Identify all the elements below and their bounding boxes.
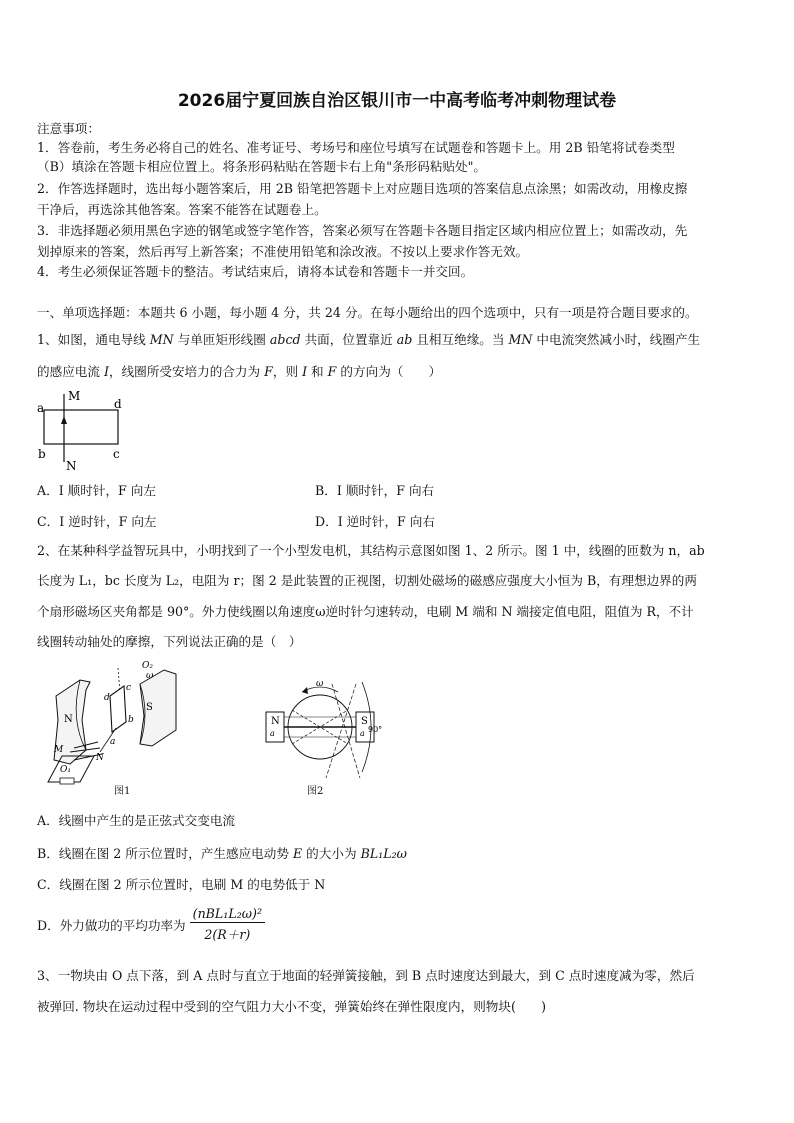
power-fraction: $\frac{\text{(nBL₁L₂ω)²}}{2(R+r)}$ [190,906,265,943]
q1-option-d: D．I 逆时针，F 向右 [315,514,435,529]
q2-stem-line-3: 个扇形磁场区夹角都是 90°。外力使线圈以角速度ω逆时针匀速转动，电刷 M 端和 N 端接定值电阻，阻值为 R，不计 [37,604,694,619]
section-heading: 一、单项选择题：本题共 6 小题，每小题 4 分，共 24 分。在每小题给出的四个选项中，只有一项是符合题目要求的。 [37,305,698,320]
label-a: a [37,401,45,415]
label-b: b [38,447,46,461]
q2-option-b: B．线圈在图 2 所示位置时，产生感应电动势 E 的大小为 BL₁L₂ω [37,846,407,861]
svg-text:ω: ω [316,679,324,689]
q1-stem-line-1: 1、如图，通电导线 MN 与单匝矩形线圈 abcd 共面，位置靠近 ab 且相互绝缘。当 MN 中电流突然减小时，线圈产生 [37,332,701,347]
svg-text:a: a [360,729,365,738]
svg-text:d: d [104,693,110,703]
svg-text:c: c [126,683,132,693]
svg-text:90°: 90° [368,725,382,734]
svg-text:S: S [146,702,153,713]
svg-text:a: a [270,729,275,738]
notice-line-1: 1．答卷前，考生务必将自己的姓名、准考证号、考场号和座位号填写在试题卷和答题卡上。用 2B 铅笔将试卷类型 [37,140,675,155]
svg-text:S: S [361,716,368,727]
rectangular-coil [44,410,118,444]
q2-stem-line-1: 2、在某种科学益智玩具中，小明找到了一个小型发电机，其结构示意图如图 1、2 所示。图 1 中，线圈的匝数为 n，ab [37,543,705,558]
notice-heading: 注意事项： [37,121,100,136]
svg-text:N: N [271,716,280,727]
svg-text:O₂: O₂ [142,661,153,671]
notice-line-4: 干净后，再选涂其他答案。答案不能答在试题卷上。 [37,202,327,217]
label-c: c [113,447,120,461]
q2-stem-line-2: 长度为 L₁，bc 长度为 L₂，电阻为 r；图 2 是此装置的正视图，切割处磁场的磁感应强度大小恒为 B，有理想边界的两 [37,573,697,588]
notice-line-3: 2．作答选择题时，选出每小题答案后，用 2B 铅笔把答题卡上对应题目选项的答案信息点涂黑；如需改动，用橡皮擦 [37,181,688,196]
notice-line-7: 4．考生必须保证答题卡的整洁。考试结束后，请将本试卷和答题卡一并交回。 [37,264,474,279]
q1-coil-figure [36,386,136,472]
q1-stem-line-2: 的感应电流 I，线圈所受安培力的合力为 F，则 I 和 F 的方向为（ ） [37,364,442,379]
svg-text:O₁: O₁ [60,765,71,775]
label-d: d [114,397,122,411]
q3-stem-line-2: 被弹回. 物块在运动过程中受到的空气阻力大小不变，弹簧始终在弹性限度内，则物块( ) [37,999,546,1014]
svg-text:N: N [64,714,73,725]
svg-text:N: N [96,753,104,763]
resistor [60,778,74,784]
q1-option-a: A．I 顺时针，F 向左 [37,483,156,498]
svg-text:ω: ω [146,671,154,681]
q2-stem-line-4: 线圈转动轴处的摩擦，下列说法正确的是（ ） [37,634,302,649]
svg-text:a: a [110,737,116,747]
coil [110,686,126,732]
q2-option-a: A．线圈中产生的是正弦式交变电流 [37,813,236,828]
svg-text:M: M [54,745,64,755]
svg-text:b: b [128,715,134,725]
q1-option-b: B．I 顺时针，F 向右 [315,483,435,498]
q3-stem-line-1: 3、一物块由 O 点下落，到 A 点时与直立于地面的轻弹簧接触，到 B 点时速度达到最大，到 C 点时速度减为零，然后 [37,968,695,983]
notice-line-6: 划掉原来的答案，然后再写上新答案；不准使用铅笔和涂改液。不按以上要求作答无效。 [37,244,529,259]
notice-line-5: 3．非选择题必须用黑色字迹的钢笔或签字笔作答，答案必须写在答题卡各题目指定区域内相应位置上；如需改动，先 [37,223,688,238]
figure-1-caption: 图1 [114,786,131,797]
q1-option-c: C．I 逆时针，F 向左 [37,514,157,529]
figure-2-caption: 图2 [307,786,324,797]
q2-option-c: C．线圈在图 2 所示位置时，电刷 M 的电势低于 N [37,877,326,892]
q2-figure-2 [262,672,382,782]
current-arrow-icon [61,416,67,424]
notice-line-2: （B）填涂在答题卡相应位置上。将条形码粘贴在答题卡右上角"条形码粘贴处"。 [37,159,487,174]
q2-figure-1 [40,660,190,800]
rotation-arrow-icon [302,687,308,694]
label-m: M [68,389,81,403]
q2-option-d: D．外力做功的平均功率为 $\frac{\text{(nBL₁L₂ω)²}}{2(R+r)}$ [37,906,265,943]
label-n: N [66,459,77,472]
exam-title: 2026届宁夏回族自治区银川市一中高考临考冲刺物理试卷 [177,91,617,111]
